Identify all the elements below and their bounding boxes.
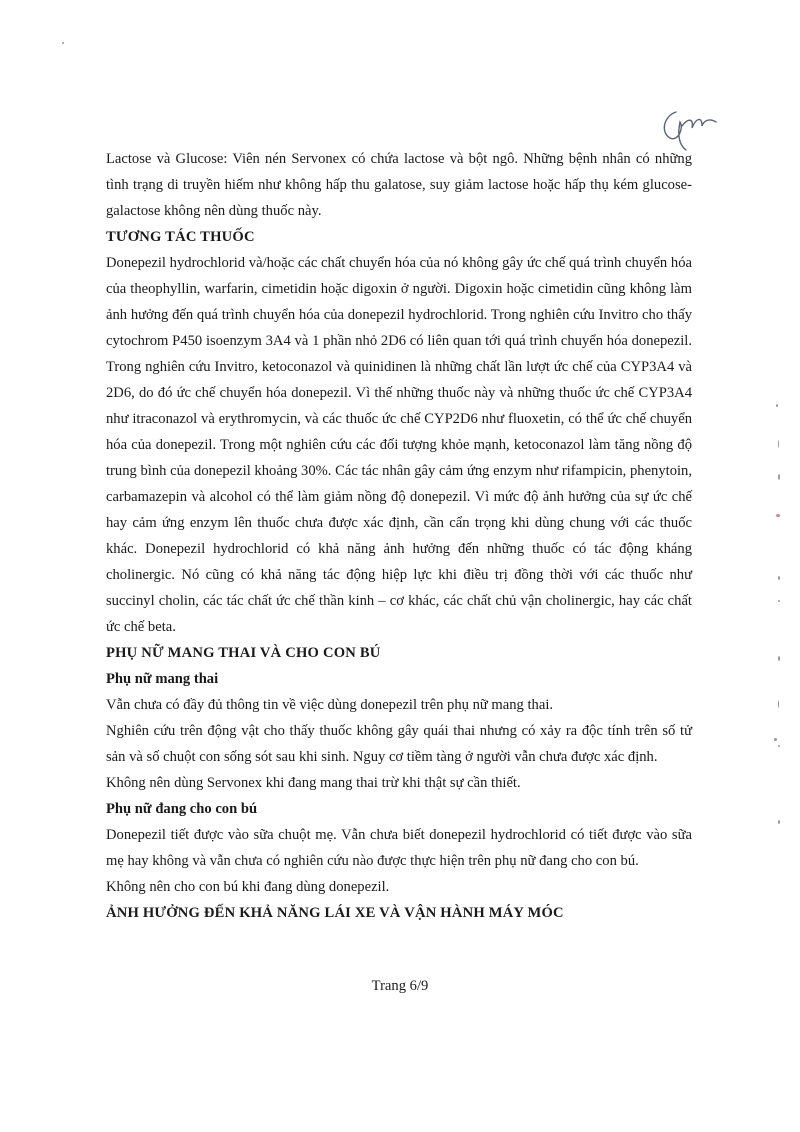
- paragraph-lactation-info: Donepezil tiết được vào sữa chuột mẹ. Vẫn chưa biết donepezil hydrochlorid có tiết được vào sữa mẹ hay không và vẫn chưa có nghiên cứu nào được thực hiện trên phụ nữ đang cho con bú.: [106, 827, 692, 869]
- subheading-lactation: Phụ nữ đang cho con bú: [106, 801, 258, 817]
- paragraph-interactions: Donepezil hydrochlorid và/hoặc các chất chuyển hóa của nó không gây ức chế quá trình chuyển hóa của theophyllin, warfarin, cimetidin hoặc digoxin ở người. Digoxin hoặc cimetidin cũng không làm ảnh hưởng đến quá trình chuyển hóa của donepezil hydrochlorid. Trong nghiên cứu Invitro cho thấy cytochrom P450 isoenzym 3A4 và 1 phần nhỏ 2D6 có liên quan tới quá trình chuyển hóa donepezil. Trong nghiên cứu Invitro, ketoconazol và quinidinen là những chất lần lượt ức chế của CYP3A4 và 2D6, do đó ức chế chuyển hóa donepezil. Vì thế những thuốc này và những thuốc ức chế CYP3A4 như itraconazol và erythromycin, và các thuốc ức chế CYP2D6 như fluoxetin, có thể ức chế chuyển hóa của donepezil. Trong một nghiên cứu các đối tượng khỏe mạnh, ketoconazol làm tăng nồng độ trung bình của donepezil khoảng 30%. Các tác nhân gây cảm ứng enzym như rifampicin, phenytoin, carbamazepin và alcohol có thể làm giảm nồng độ donepezil. Vì mức độ ảnh hưởng của sự ức chế hay cảm ứng enzym lên thuốc chưa được xác định, cần cẩn trọng khi dùng chung với các thuốc khác. Donepezil hydrochlorid có khả năng ảnh hưởng đến những thuốc có tác động kháng cholinergic. Nó cũng có khả năng tác động hiệp lực khi điều trị đồng thời với các thuốc như succinyl cholin, các tác chất ức chế thần kinh – cơ khác, các chất chủ vận cholinergic, hay các chất ức chế beta.: [106, 255, 692, 635]
- paragraph-lactation-advice: Không nên cho con bú khi đang dùng donepezil.: [106, 879, 390, 895]
- paragraph-pregnancy-advice: Không nên dùng Servonex khi đang mang thai trừ khi thật sự cần thiết.: [106, 775, 521, 791]
- heading-pregnancy-lactation: PHỤ NỮ MANG THAI VÀ CHO CON BÚ: [106, 645, 381, 661]
- paragraph-animal-studies: Nghiên cứu trên động vật cho thấy thuốc không gây quái thai nhưng có xảy ra độc tính trên số tử sản và số chuột con sống sót sau khi sinh. Nguy cơ tiềm tàng ở người vẫn chưa được xác định.: [106, 723, 692, 765]
- subheading-pregnancy: Phụ nữ mang thai: [106, 671, 219, 687]
- paragraph-pregnancy-info: Vẫn chưa có đầy đủ thông tin về việc dùng donepezil trên phụ nữ mang thai.: [106, 697, 554, 713]
- paragraph-lactose: Lactose và Glucose: Viên nén Servonex có chứa lactose và bột ngô. Những bệnh nhân có những tình trạng di truyền hiếm như không hấp thu galatose, suy giảm lactose hoặc hấp thụ kém glucose-galactose không nên dùng thuốc này.: [106, 151, 692, 219]
- document-body: [106, 146, 692, 926]
- heading-drug-interactions: TƯƠNG TÁC THUỐC: [106, 229, 255, 245]
- heading-driving: ẢNH HƯỞNG ĐẾN KHẢ NĂNG LÁI XE VÀ VẬN HÀNH MÁY MÓC: [106, 905, 564, 921]
- page-number: Trang 6/9: [371, 978, 429, 994]
